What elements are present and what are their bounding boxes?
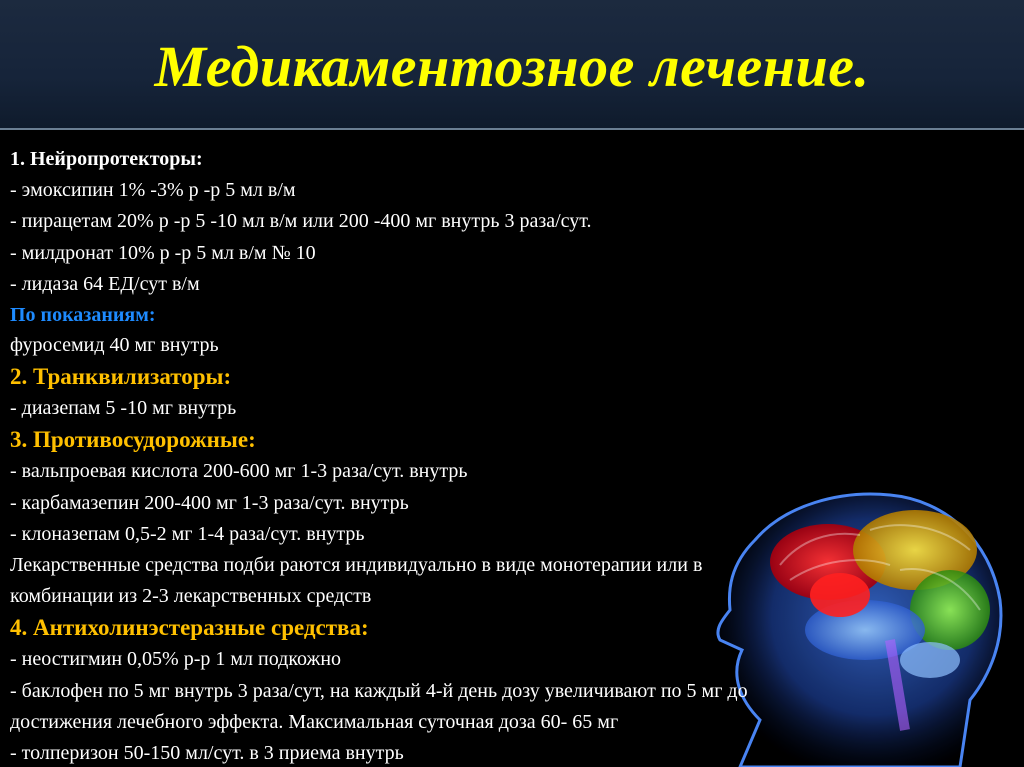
slide-title: Медикаментозное лечение.: [154, 34, 870, 99]
text-line: - лидаза 64 ЕД/сут в/м: [10, 272, 200, 295]
text-line: - баклофен по 5 мг внутрь 3 раза/сут, на каждый 4-й день дозу увеличивают по 5 мг до: [10, 679, 748, 702]
text-line: - милдронат 10% р -р 5 мл в/м № 10: [10, 241, 316, 264]
text-line: - карбамазепин 200-400 мг 1-3 раза/сут. внутрь: [10, 491, 409, 514]
section-heading: По показаниям:: [10, 304, 156, 327]
section-heading: 4. Антихолинэстеразные средства:: [10, 615, 369, 641]
text-line: - эмоксипин 1% -3% р -р 5 мл в/м: [10, 179, 296, 202]
text-line: - толперизон 50-150 мл/сут. в 3 приема внутрь: [10, 742, 404, 765]
slide-header: [0, 0, 1024, 130]
text-line: Лекарственные средства подби раются индивидуально в виде монотерапии или в: [10, 554, 703, 577]
section-heading: 3. Противосудорожные:: [10, 427, 256, 453]
text-line: - клоназепам 0,5-2 мг 1-4 раза/сут. внутрь: [10, 522, 365, 545]
text-line: - диазепам 5 -10 мг внутрь: [10, 397, 237, 420]
section-heading: 1. Нейропротекторы:: [10, 148, 203, 170]
text-line: - пирацетам 20% р -р 5 -10 мл в/м или 200 -400 мг внутрь 3 раза/сут.: [10, 210, 592, 233]
text-line: фуросемид 40 мг внутрь: [10, 334, 219, 357]
text-line: комбинации из 2-3 лекарственных средств: [10, 585, 372, 608]
medication-list: [10, 144, 1024, 767]
slide-content: [0, 130, 1024, 767]
text-line: - вальпроевая кислота 200-600 мг 1-3 раза/сут. внутрь: [10, 460, 468, 483]
section-heading: 2. Транквилизаторы:: [10, 364, 232, 390]
text-line: достижения лечебного эффекта. Максимальная суточная доза 60- 65 мг: [10, 710, 619, 733]
text-line: - неостигмин 0,05% р-р 1 мл подкожно: [10, 648, 342, 671]
